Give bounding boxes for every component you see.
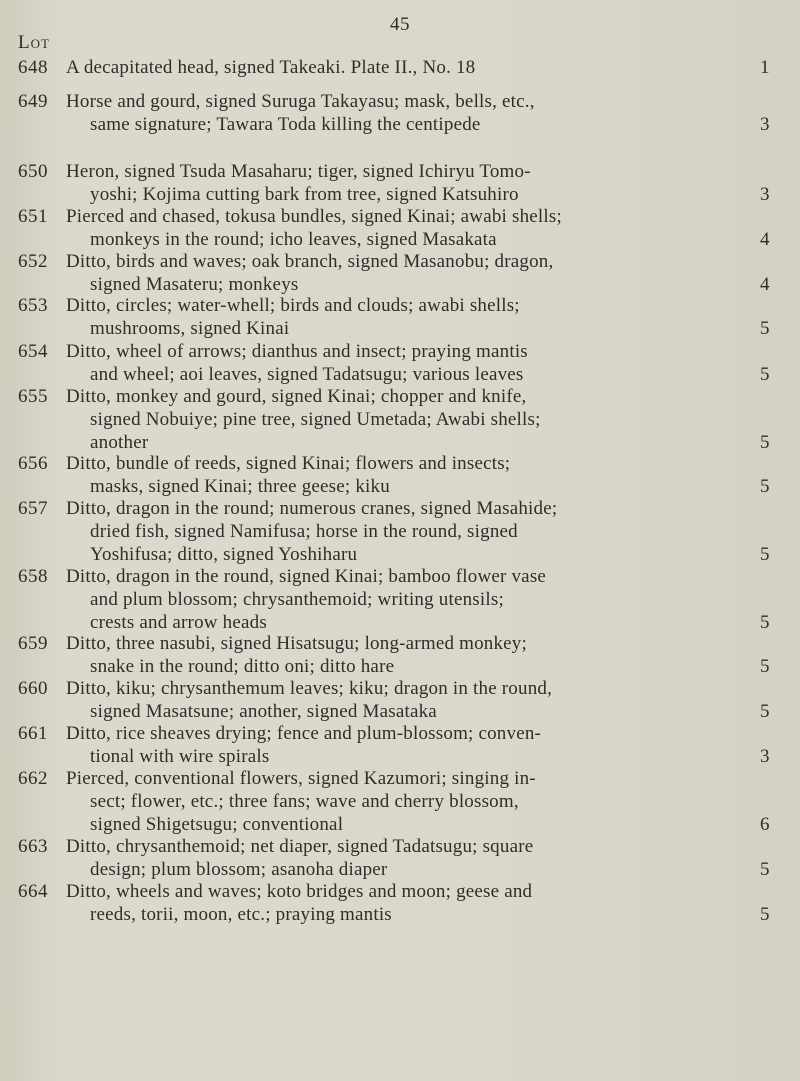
lot-quantity: 5 bbox=[760, 364, 770, 385]
lot-description bbox=[66, 565, 746, 634]
lot-description bbox=[66, 632, 746, 678]
lot-quantity: 5 bbox=[760, 701, 770, 722]
lot-quantity: 4 bbox=[760, 274, 770, 295]
lot-quantity: 5 bbox=[760, 544, 770, 565]
lot-number: 656 bbox=[18, 453, 48, 474]
lot-number: 655 bbox=[18, 386, 48, 407]
lot-quantity: 5 bbox=[760, 859, 770, 880]
description-line: Ditto, kiku; chrysanthemum leaves; kiku; dragon in the round, bbox=[66, 678, 553, 699]
lot-quantity: 4 bbox=[760, 229, 770, 250]
lot-description bbox=[66, 340, 746, 386]
description-line: Yoshifusa; ditto, signed Yoshiharu bbox=[90, 544, 358, 565]
lot-description bbox=[66, 56, 746, 79]
description-line: mushrooms, signed Kinai bbox=[90, 318, 290, 339]
lot-quantity: 5 bbox=[760, 432, 770, 453]
lot-column-heading: Lot bbox=[18, 32, 50, 53]
lot-number: 657 bbox=[18, 498, 48, 519]
description-line: reeds, torii, moon, etc.; praying mantis bbox=[90, 904, 392, 925]
lot-number: 661 bbox=[18, 723, 48, 744]
lot-description bbox=[66, 835, 746, 881]
page-number: 45 bbox=[390, 14, 410, 35]
description-line: Ditto, wheels and waves; koto bridges and moon; geese and bbox=[66, 881, 533, 902]
description-line: dried fish, signed Namifusa; horse in the round, signed bbox=[90, 521, 518, 542]
description-line: Ditto, dragon in the round; numerous cranes, signed Masahide; bbox=[66, 498, 558, 519]
lot-description bbox=[66, 497, 746, 566]
lot-quantity: 5 bbox=[760, 656, 770, 677]
description-line: Heron, signed Tsuda Masaharu; tiger, signed Ichiryu Tomo- bbox=[66, 161, 531, 182]
description-line: A decapitated head, signed Takeaki. Plate II., No. 18 bbox=[66, 57, 476, 78]
description-line: tional with wire spirals bbox=[90, 746, 270, 767]
description-line: crests and arrow heads bbox=[90, 612, 267, 633]
lot-number: 649 bbox=[18, 91, 48, 112]
lot-quantity: 3 bbox=[760, 746, 770, 767]
lot-description bbox=[66, 452, 746, 498]
description-line: Ditto, chrysanthemoid; net diaper, signed Tadatsugu; square bbox=[66, 836, 534, 857]
lot-number: 652 bbox=[18, 251, 48, 272]
description-line: and wheel; aoi leaves, signed Tadatsugu; various leaves bbox=[90, 364, 524, 385]
lot-number: 650 bbox=[18, 161, 48, 182]
lot-quantity: 6 bbox=[760, 814, 770, 835]
lot-description bbox=[66, 205, 746, 251]
description-line: Ditto, circles; water-whell; birds and clouds; awabi shells; bbox=[66, 295, 520, 316]
lot-number: 648 bbox=[18, 57, 48, 78]
lot-number: 662 bbox=[18, 768, 48, 789]
lot-number: 664 bbox=[18, 881, 48, 902]
lot-description bbox=[66, 90, 746, 136]
lot-number: 660 bbox=[18, 678, 48, 699]
lot-quantity: 3 bbox=[760, 114, 770, 135]
description-line: signed Nobuiye; pine tree, signed Umetada; Awabi shells; bbox=[90, 409, 541, 430]
lot-number: 653 bbox=[18, 295, 48, 316]
lot-number: 654 bbox=[18, 341, 48, 362]
description-line: Ditto, birds and waves; oak branch, signed Masanobu; dragon, bbox=[66, 251, 554, 272]
description-line: signed Shigetsugu; conventional bbox=[90, 814, 344, 835]
lot-description bbox=[66, 722, 746, 768]
description-line: signed Masateru; monkeys bbox=[90, 274, 299, 295]
description-line: monkeys in the round; icho leaves, signed Masakata bbox=[90, 229, 497, 250]
description-line: sect; flower, etc.; three fans; wave and cherry blossom, bbox=[90, 791, 519, 812]
description-line: Ditto, monkey and gourd, signed Kinai; chopper and knife, bbox=[66, 386, 527, 407]
description-line: Ditto, wheel of arrows; dianthus and insect; praying mantis bbox=[66, 341, 528, 362]
lot-number: 658 bbox=[18, 566, 48, 587]
lot-quantity: 5 bbox=[760, 476, 770, 497]
lot-quantity: 5 bbox=[760, 904, 770, 925]
lot-description bbox=[66, 160, 746, 206]
description-line: Ditto, dragon in the round, signed Kinai; bamboo flower vase bbox=[66, 566, 547, 587]
lot-description bbox=[66, 677, 746, 723]
description-line: Pierced and chased, tokusa bundles, signed Kinai; awabi shells; bbox=[66, 206, 562, 227]
lot-description bbox=[66, 880, 746, 926]
lot-quantity: 5 bbox=[760, 318, 770, 339]
description-line: Ditto, three nasubi, signed Hisatsugu; long-armed monkey; bbox=[66, 633, 527, 654]
description-line: Ditto, bundle of reeds, signed Kinai; flowers and insects; bbox=[66, 453, 511, 474]
lot-number: 663 bbox=[18, 836, 48, 857]
lot-quantity: 5 bbox=[760, 612, 770, 633]
description-line: another bbox=[90, 432, 149, 453]
lot-description bbox=[66, 767, 746, 836]
description-line: Horse and gourd, signed Suruga Takayasu; mask, bells, etc., bbox=[66, 91, 535, 112]
lot-description bbox=[66, 385, 746, 454]
lot-quantity: 1 bbox=[760, 57, 770, 78]
description-line: same signature; Tawara Toda killing the centipede bbox=[90, 114, 481, 135]
description-line: signed Masatsune; another, signed Masataka bbox=[90, 701, 437, 722]
description-line: masks, signed Kinai; three geese; kiku bbox=[90, 476, 390, 497]
description-line: and plum blossom; chrysanthemoid; writing utensils; bbox=[90, 589, 504, 610]
description-line: Ditto, rice sheaves drying; fence and plum-blossom; conven- bbox=[66, 723, 542, 744]
description-line: design; plum blossom; asanoha diaper bbox=[90, 859, 388, 880]
description-line: snake in the round; ditto oni; ditto hare bbox=[90, 656, 395, 677]
lot-description bbox=[66, 250, 746, 296]
description-line: yoshi; Kojima cutting bark from tree, signed Katsuhiro bbox=[90, 184, 519, 205]
lot-quantity: 3 bbox=[760, 184, 770, 205]
lot-number: 659 bbox=[18, 633, 48, 654]
lot-number: 651 bbox=[18, 206, 48, 227]
description-line: Pierced, conventional flowers, signed Kazumori; singing in- bbox=[66, 768, 536, 789]
lot-description bbox=[66, 294, 746, 340]
